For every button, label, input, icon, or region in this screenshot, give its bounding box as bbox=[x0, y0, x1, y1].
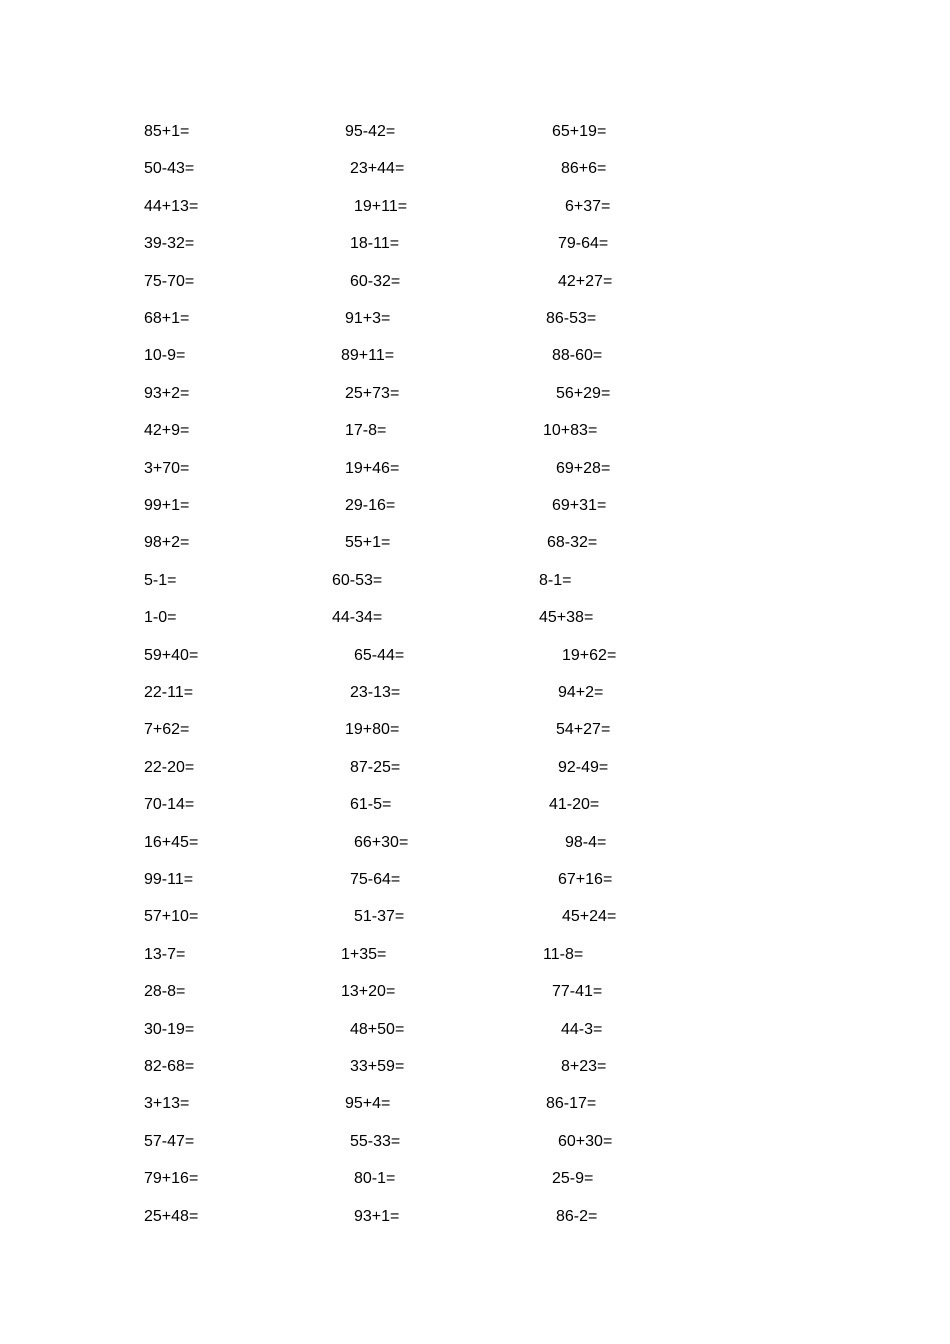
arithmetic-problem: 44+13= bbox=[144, 197, 199, 215]
problem-row bbox=[0, 1131, 950, 1153]
arithmetic-problem: 68+1= bbox=[144, 310, 190, 327]
arithmetic-problem: 77-41= bbox=[552, 983, 603, 1001]
problem-row bbox=[0, 308, 950, 330]
arithmetic-problem: 98+2= bbox=[144, 534, 190, 552]
arithmetic-problem: 59+40= bbox=[144, 646, 199, 664]
arithmetic-problem: 19+11= bbox=[354, 197, 408, 215]
arithmetic-problem: 86-2= bbox=[556, 1207, 598, 1225]
arithmetic-problem: 8-1= bbox=[539, 571, 572, 589]
arithmetic-problem: 1-0= bbox=[144, 609, 177, 627]
arithmetic-problem: 60-53= bbox=[332, 571, 383, 589]
arithmetic-problem: 44-34= bbox=[332, 609, 383, 627]
arithmetic-problem: 8+23= bbox=[561, 1058, 607, 1075]
problem-row bbox=[0, 1093, 950, 1115]
arithmetic-problem: 99-11= bbox=[144, 871, 194, 888]
arithmetic-problem: 65-44= bbox=[354, 646, 405, 664]
arithmetic-problem: 82-68= bbox=[144, 1058, 195, 1075]
arithmetic-problem: 88-60= bbox=[552, 347, 603, 365]
arithmetic-problem: 25+73= bbox=[345, 384, 400, 402]
arithmetic-problem: 60-32= bbox=[350, 272, 401, 290]
arithmetic-problem: 10+83= bbox=[543, 422, 598, 440]
arithmetic-problem: 79+16= bbox=[144, 1170, 199, 1188]
arithmetic-problem: 57-47= bbox=[144, 1132, 195, 1150]
arithmetic-problem: 79-64= bbox=[558, 235, 609, 253]
arithmetic-problem: 57+10= bbox=[144, 908, 199, 926]
arithmetic-problem: 66+30= bbox=[354, 833, 409, 851]
arithmetic-problem: 60+30= bbox=[558, 1132, 613, 1150]
arithmetic-problem: 42+27= bbox=[558, 272, 613, 290]
arithmetic-problem: 5-1= bbox=[144, 571, 177, 589]
problem-row bbox=[0, 645, 950, 667]
arithmetic-problem: 65+19= bbox=[552, 123, 607, 140]
problem-row bbox=[0, 944, 950, 966]
problem-row bbox=[0, 1206, 950, 1228]
arithmetic-problem: 91+3= bbox=[345, 310, 391, 327]
arithmetic-problem: 7+62= bbox=[144, 721, 190, 739]
problem-row bbox=[0, 158, 950, 180]
arithmetic-problem: 69+31= bbox=[552, 497, 607, 514]
arithmetic-problem: 17-8= bbox=[345, 422, 387, 440]
arithmetic-problem: 55-33= bbox=[350, 1132, 401, 1150]
arithmetic-problem: 98-4= bbox=[565, 833, 607, 851]
arithmetic-problem: 23-13= bbox=[350, 684, 401, 701]
arithmetic-problem: 50-43= bbox=[144, 160, 195, 178]
arithmetic-problem: 11-8= bbox=[543, 945, 584, 963]
problem-row bbox=[0, 420, 950, 442]
problem-row bbox=[0, 532, 950, 554]
arithmetic-problem: 19+46= bbox=[345, 459, 400, 477]
problem-row bbox=[0, 794, 950, 816]
arithmetic-problem: 86+6= bbox=[561, 160, 607, 178]
problem-row bbox=[0, 981, 950, 1003]
arithmetic-problem: 28-8= bbox=[144, 983, 186, 1001]
arithmetic-problem: 33+59= bbox=[350, 1058, 405, 1075]
problem-row bbox=[0, 607, 950, 629]
arithmetic-problem: 95+4= bbox=[345, 1095, 391, 1113]
problem-row bbox=[0, 345, 950, 367]
problem-row bbox=[0, 1019, 950, 1041]
arithmetic-problem: 70-14= bbox=[144, 796, 195, 814]
problem-row bbox=[0, 869, 950, 891]
problem-row bbox=[0, 458, 950, 480]
arithmetic-problem: 13+20= bbox=[341, 983, 396, 1001]
arithmetic-problem: 44-3= bbox=[561, 1020, 603, 1038]
arithmetic-problem: 23+44= bbox=[350, 160, 405, 178]
problem-row bbox=[0, 1056, 950, 1078]
arithmetic-problem: 75-70= bbox=[144, 272, 195, 290]
arithmetic-problem: 25+48= bbox=[144, 1207, 199, 1225]
arithmetic-problem: 94+2= bbox=[558, 684, 604, 701]
arithmetic-problem: 51-37= bbox=[354, 908, 405, 926]
arithmetic-problem: 61-5= bbox=[350, 796, 392, 814]
arithmetic-problem: 68-32= bbox=[547, 534, 598, 552]
arithmetic-problem: 87-25= bbox=[350, 758, 401, 776]
arithmetic-problem: 3+13= bbox=[144, 1095, 190, 1113]
problem-row bbox=[0, 719, 950, 741]
arithmetic-problem: 80-1= bbox=[354, 1170, 396, 1188]
arithmetic-problem: 19+80= bbox=[345, 721, 400, 739]
arithmetic-problem: 86-53= bbox=[546, 310, 597, 327]
arithmetic-problem: 10-9= bbox=[144, 347, 186, 365]
problem-row bbox=[0, 570, 950, 592]
arithmetic-problem: 30-19= bbox=[144, 1020, 195, 1038]
arithmetic-problem: 39-32= bbox=[144, 235, 195, 253]
problem-row bbox=[0, 832, 950, 854]
arithmetic-problem: 6+37= bbox=[565, 197, 611, 215]
arithmetic-problem: 67+16= bbox=[558, 871, 613, 888]
arithmetic-problem: 48+50= bbox=[350, 1020, 405, 1038]
arithmetic-problem: 45+24= bbox=[562, 908, 617, 926]
problem-row bbox=[0, 233, 950, 255]
arithmetic-problem: 95-42= bbox=[345, 123, 396, 140]
arithmetic-problem: 93+2= bbox=[144, 384, 190, 402]
arithmetic-problem: 1+35= bbox=[341, 945, 387, 963]
arithmetic-problem: 99+1= bbox=[144, 497, 190, 514]
arithmetic-problem: 45+38= bbox=[539, 609, 594, 627]
arithmetic-problem: 92-49= bbox=[558, 758, 609, 776]
problem-row bbox=[0, 682, 950, 704]
arithmetic-problem: 89+11= bbox=[341, 347, 395, 365]
arithmetic-problem: 22-20= bbox=[144, 758, 195, 776]
problem-row bbox=[0, 1168, 950, 1190]
arithmetic-problem: 18-11= bbox=[350, 235, 400, 253]
arithmetic-problem: 41-20= bbox=[549, 796, 600, 814]
arithmetic-problem: 69+28= bbox=[556, 459, 611, 477]
arithmetic-problem: 86-17= bbox=[546, 1095, 597, 1113]
arithmetic-problem: 56+29= bbox=[556, 384, 611, 402]
problem-row bbox=[0, 906, 950, 928]
problem-row bbox=[0, 271, 950, 293]
problem-row bbox=[0, 757, 950, 779]
problem-row bbox=[0, 196, 950, 218]
arithmetic-problem: 25-9= bbox=[552, 1170, 594, 1188]
arithmetic-problem: 22-11= bbox=[144, 684, 194, 701]
arithmetic-problem: 85+1= bbox=[144, 123, 190, 140]
arithmetic-problem: 55+1= bbox=[345, 534, 391, 552]
arithmetic-problem: 29-16= bbox=[345, 497, 396, 514]
arithmetic-problem: 19+62= bbox=[562, 646, 617, 664]
arithmetic-problem: 75-64= bbox=[350, 871, 401, 888]
arithmetic-problem: 16+45= bbox=[144, 833, 199, 851]
problem-row bbox=[0, 383, 950, 405]
arithmetic-problem: 42+9= bbox=[144, 422, 190, 440]
problem-row bbox=[0, 121, 950, 143]
arithmetic-problem: 3+70= bbox=[144, 459, 190, 477]
arithmetic-problem: 54+27= bbox=[556, 721, 611, 739]
arithmetic-problem: 93+1= bbox=[354, 1207, 400, 1225]
arithmetic-problem: 13-7= bbox=[144, 945, 186, 963]
problem-row bbox=[0, 495, 950, 517]
